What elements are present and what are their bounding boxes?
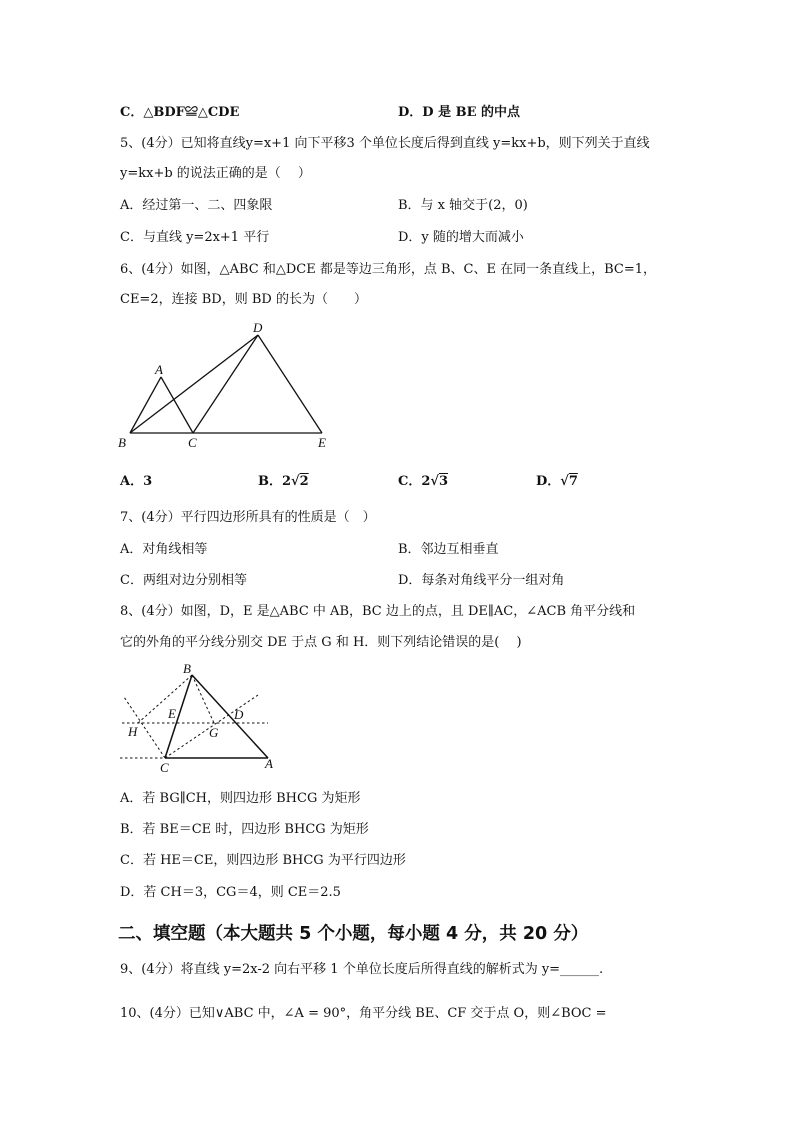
q8-label-h: H (128, 724, 138, 739)
q7-option-c: C．两组对边分别相等 (120, 573, 247, 588)
q5-option-c: C．与直线 y=2x+1 平行 (120, 230, 270, 245)
q8-stem-line1: 8、(4分）如图，D，E 是△ABC 中 AB，BC 边上的点，且 DE∥AC，∠ACB 角平分线和 (120, 604, 636, 619)
q7-stem: 7、(4分）平行四边形所具有的性质是（ ） (120, 510, 376, 525)
q6-option-c (398, 474, 448, 490)
q4-option-c: C．△BDF≌△CDE (120, 105, 240, 120)
line-bg (192, 675, 214, 723)
q6-label-a: A (155, 362, 163, 377)
q9-stem: 9、(4分）将直线 y=2x-2 向右平移 1 个单位长度后所得直线的解析式为 y=______. (120, 962, 604, 977)
q8-label-a: A (265, 756, 273, 771)
q4-option-d: D．D 是 BE 的中点 (398, 105, 521, 120)
q6-stem-line1: 6、(4分）如图，△ABC 和△DCE 都是等边三角形，点 B、C、E 在同一条直线上，BC=1， (120, 262, 657, 277)
q6-label-b: B (118, 435, 126, 450)
q5-option-d: D．y 随的增大而减小 (398, 230, 524, 245)
segment-bd (130, 335, 258, 433)
q10-stem: 10、(4分）已知∨ABC 中，∠A = 90°，角平分线 BE、CF 交于点 O，则∠BOC = (120, 1006, 607, 1021)
q7-option-a: A．对角线相等 (120, 542, 208, 557)
segment-ba (192, 675, 268, 758)
segment-ba (130, 377, 161, 433)
segment-de (258, 335, 322, 433)
q5-stem-line2: y=kx+b 的说法正确的是（ ） (120, 166, 311, 181)
q8-option-a: A．若 BG∥CH，则四边形 BHCG 为矩形 (120, 791, 361, 806)
q6-option-c-prefix: C．2 (398, 474, 431, 489)
q6-label-e: E (318, 435, 326, 450)
sqrt-icon: √ (560, 474, 569, 489)
q8-label-d: D (234, 707, 244, 722)
q5-option-a: A．经过第一、二、四象限 (120, 198, 273, 213)
section-2-title: 二、填空题（本大题共 5 个小题，每小题 4 分，共 20 分） (118, 924, 589, 944)
q8-stem-line2: 它的外角的平分线分别交 DE 于点 G 和 H．则下列结论错误的是( ) (120, 635, 522, 650)
q6-label-d: D (253, 320, 263, 335)
q6-label-c: C (188, 435, 197, 450)
q6-option-d-prefix: D． (536, 474, 561, 489)
q6-option-b-radicand: 2 (299, 474, 309, 489)
q8-option-c: C．若 HE＝CE，则四边形 BHCG 为平行四边形 (120, 853, 406, 868)
q8-figure (110, 660, 280, 778)
q6-option-b-prefix: B．2 (258, 474, 292, 489)
q8-option-d: D．若 CH＝3，CG＝4，则 CE＝2.5 (120, 885, 341, 900)
q7-option-d: D．每条对角线平分一组对角 (398, 573, 565, 588)
q8-label-b: B (183, 661, 191, 676)
q6-option-c-radicand: 3 (438, 474, 448, 489)
q8-label-g: G (209, 725, 219, 740)
q8-label-c: C (160, 760, 169, 775)
q5-stem-line1: 5、(4分）已知将直线y=x+1 向下平移3 个单位长度后得到直线 y=kx+b，则下列关于直线 (120, 136, 650, 151)
q6-figure (110, 318, 340, 453)
sqrt-icon: √ (291, 474, 300, 489)
q6-stem-line2: CE=2，连接 BD，则 BD 的长为（ ） (120, 292, 367, 307)
q8-option-b: B．若 BE＝CE 时，四边形 BHCG 为矩形 (120, 822, 369, 837)
sqrt-icon: √ (430, 474, 439, 489)
q7-option-b: B．邻边互相垂直 (398, 542, 499, 557)
segment-cd (193, 335, 258, 433)
q6-option-d (536, 474, 578, 490)
q6-option-a: A．3 (120, 474, 153, 489)
q6-option-b (258, 474, 309, 490)
q6-option-d-radicand: 7 (568, 474, 578, 489)
q8-label-e: E (168, 706, 176, 721)
q5-option-b: B．与 x 轴交于(2，0) (398, 198, 528, 213)
